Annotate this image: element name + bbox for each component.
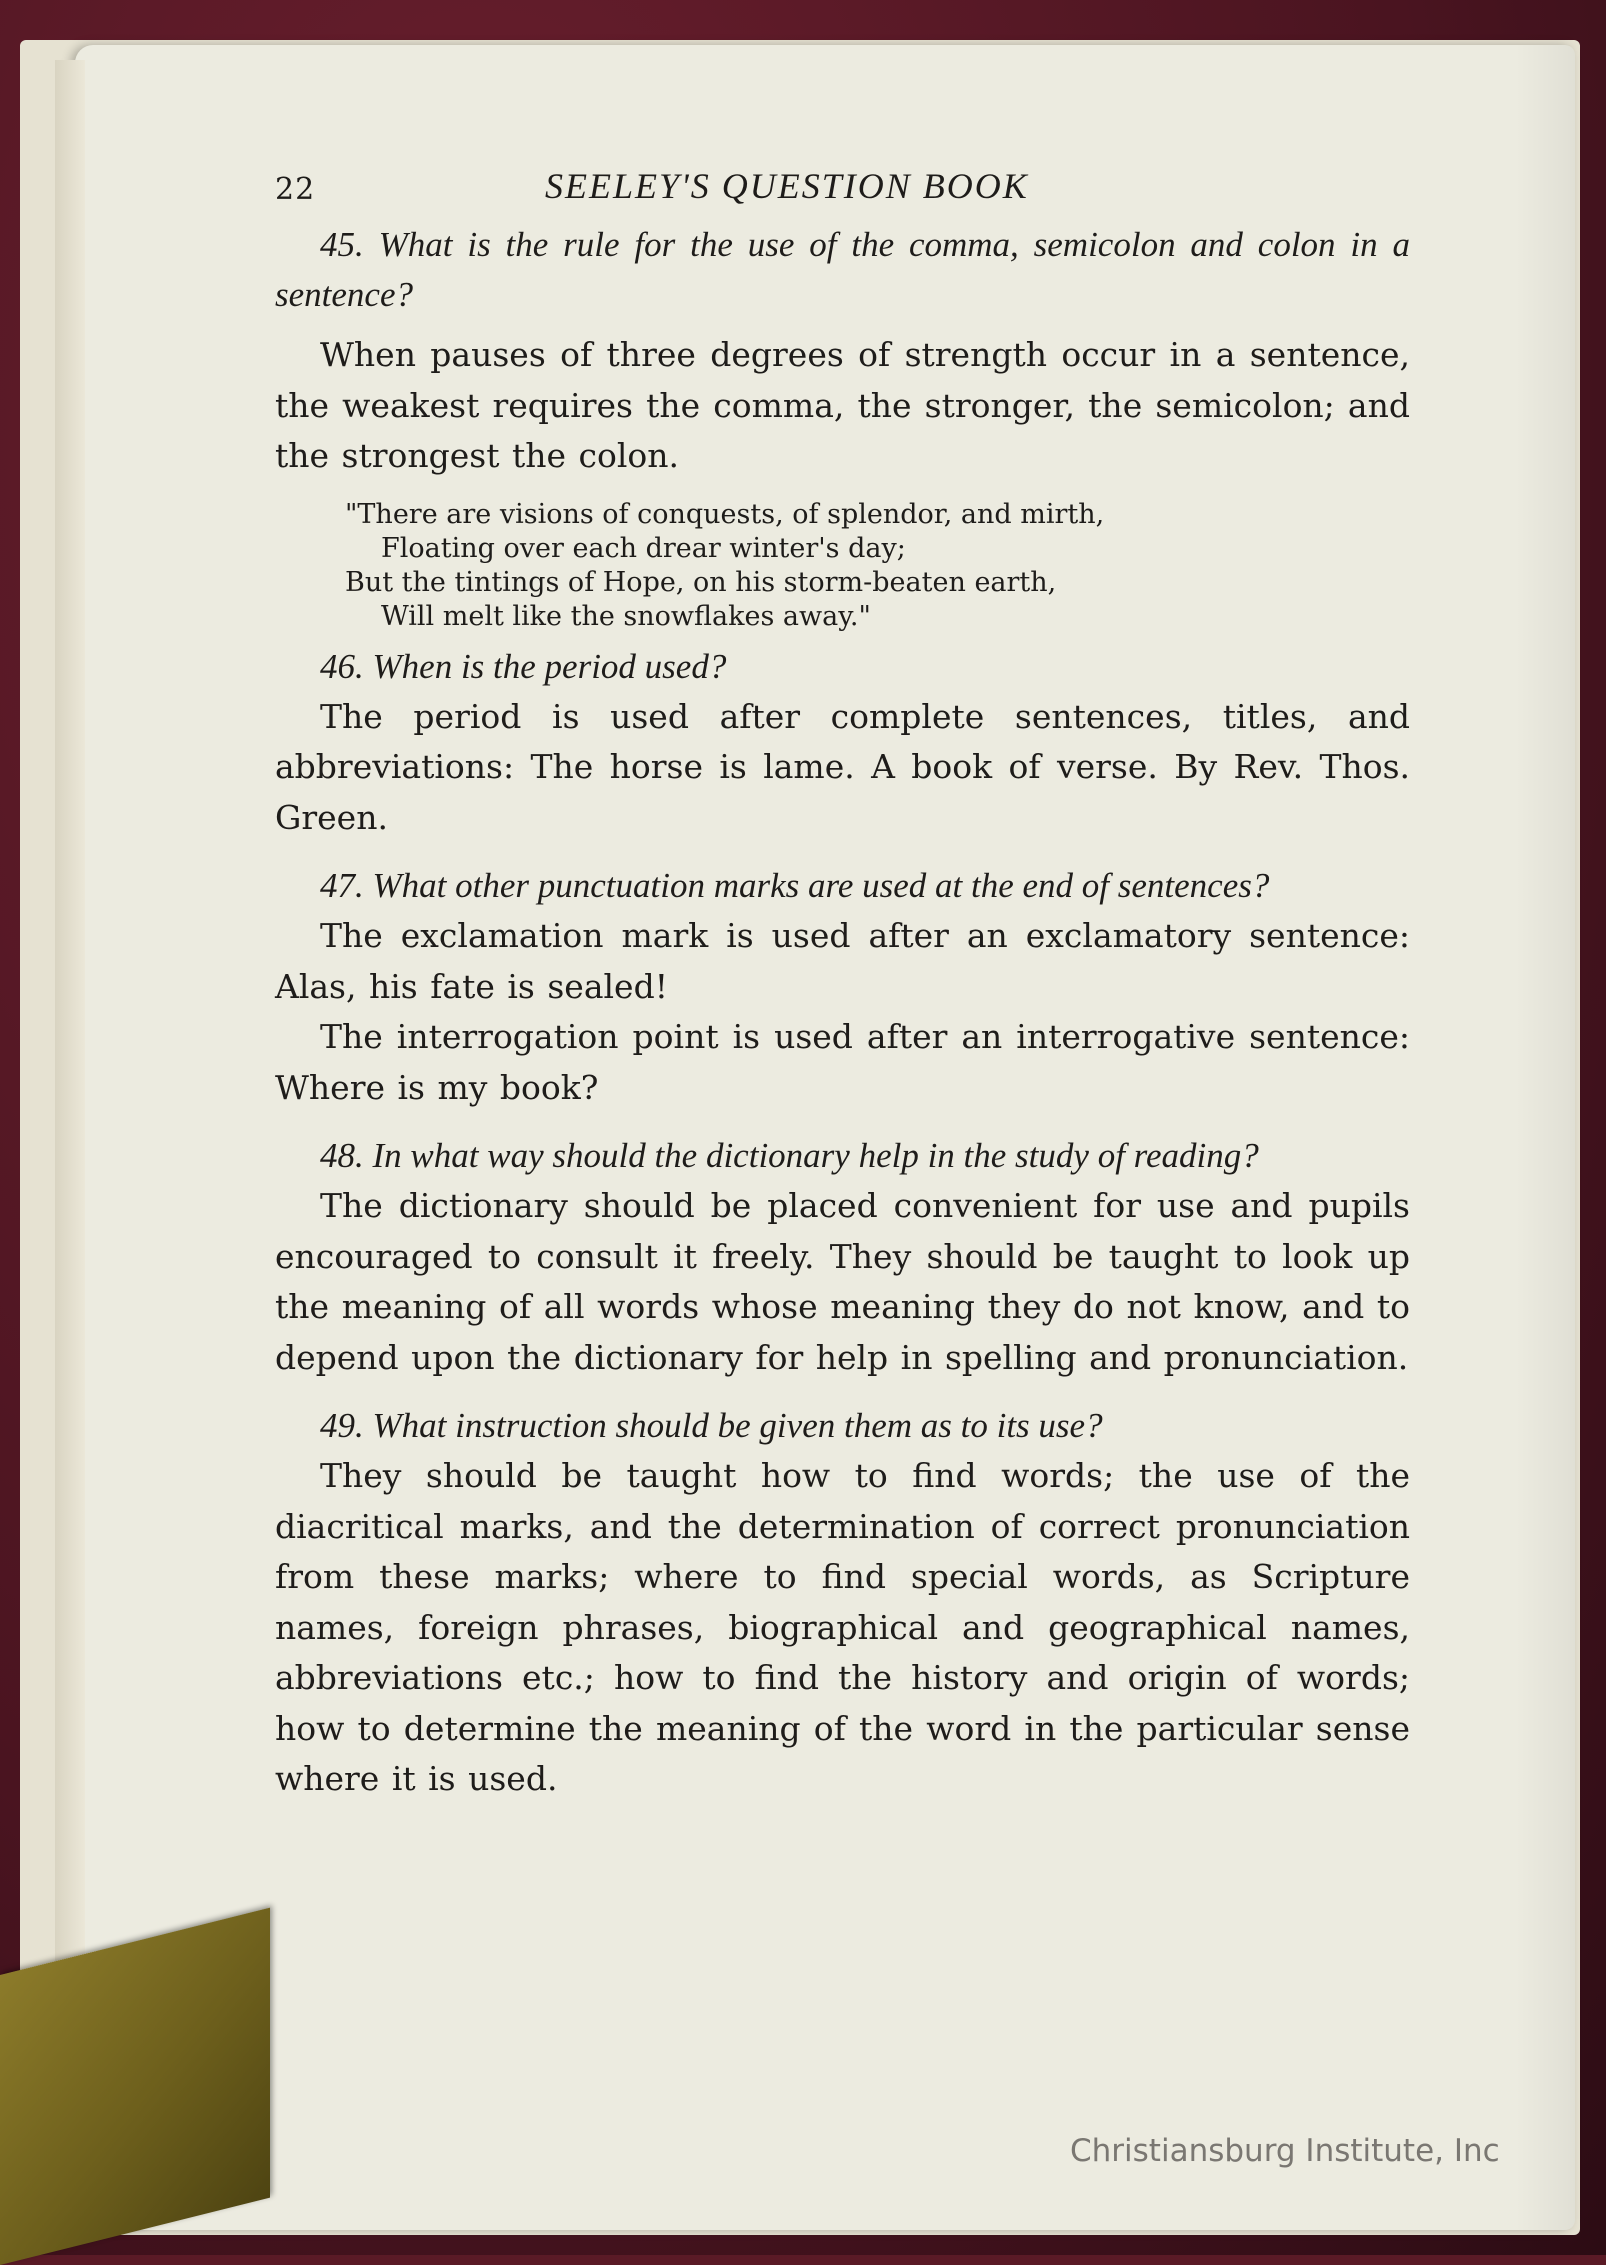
answer-49: They should be taught how to find words; the use of the diacritical marks, and the determination of correct pronunciation from these marks; where to find special words, as Scripture names, foreign phrases, biographical and geographical names, abbreviations etc.; how to find the history and origin of words; how to determine the meaning of the word in the particular sense where it is used.	[275, 1456, 1410, 1798]
question-48: 48. In what way should the dictionary help in the study of reading?	[320, 1136, 1259, 1175]
question-49: 49. What instruction should be given them as to its use?	[320, 1406, 1103, 1445]
answer-45: When pauses of three degrees of strength occur in a sentence, the weakest requires the comma, the stronger, the semicolon; and the strongest the colon.	[275, 335, 1410, 475]
question-47: 47. What other punctuation marks are used at the end of sentences?	[320, 866, 1270, 905]
page-edge	[55, 60, 85, 2020]
running-head	[275, 160, 1410, 220]
page-number: 22	[275, 172, 316, 207]
poem-quote	[345, 498, 1410, 634]
answer-47-continued: The interrogation point is used after an interrogative sentence: Where is my book?	[275, 1017, 1410, 1107]
page-text	[275, 160, 1410, 1805]
question-46: 46. When is the period used?	[320, 646, 727, 686]
poem-line: "There are visions of conquests, of splendor, and mirth,	[345, 498, 1105, 530]
poem-line: Will melt like the snowflakes away."	[381, 600, 871, 632]
answer-48: The dictionary should be placed convenient for use and pupils encouraged to consult it freely. They should be taught to look up the meaning of all words whose meaning they do not know, and to depend upon the dictionary for help in spelling and pronunciation.	[275, 1186, 1410, 1377]
poem-line: But the tintings of Hope, on his storm-beaten earth,	[345, 566, 1057, 598]
watermark: Christiansburg Institute, Inc	[1070, 2133, 1500, 2169]
answer-47: The exclamation mark is used after an exclamatory sentence: Alas, his fate is sealed!	[275, 916, 1410, 1006]
question-45: 45. What is the rule for the use of the comma, semicolon and colon in a sentence?	[275, 225, 1410, 314]
running-title: SEELEY'S QUESTION BOOK	[545, 166, 1029, 206]
poem-line: Floating over each drear winter's day;	[381, 532, 906, 564]
answer-46: The period is used after complete sentences, titles, and abbreviations: The horse is lame. A book of verse. By Rev. Thos. Green.	[275, 696, 1410, 837]
